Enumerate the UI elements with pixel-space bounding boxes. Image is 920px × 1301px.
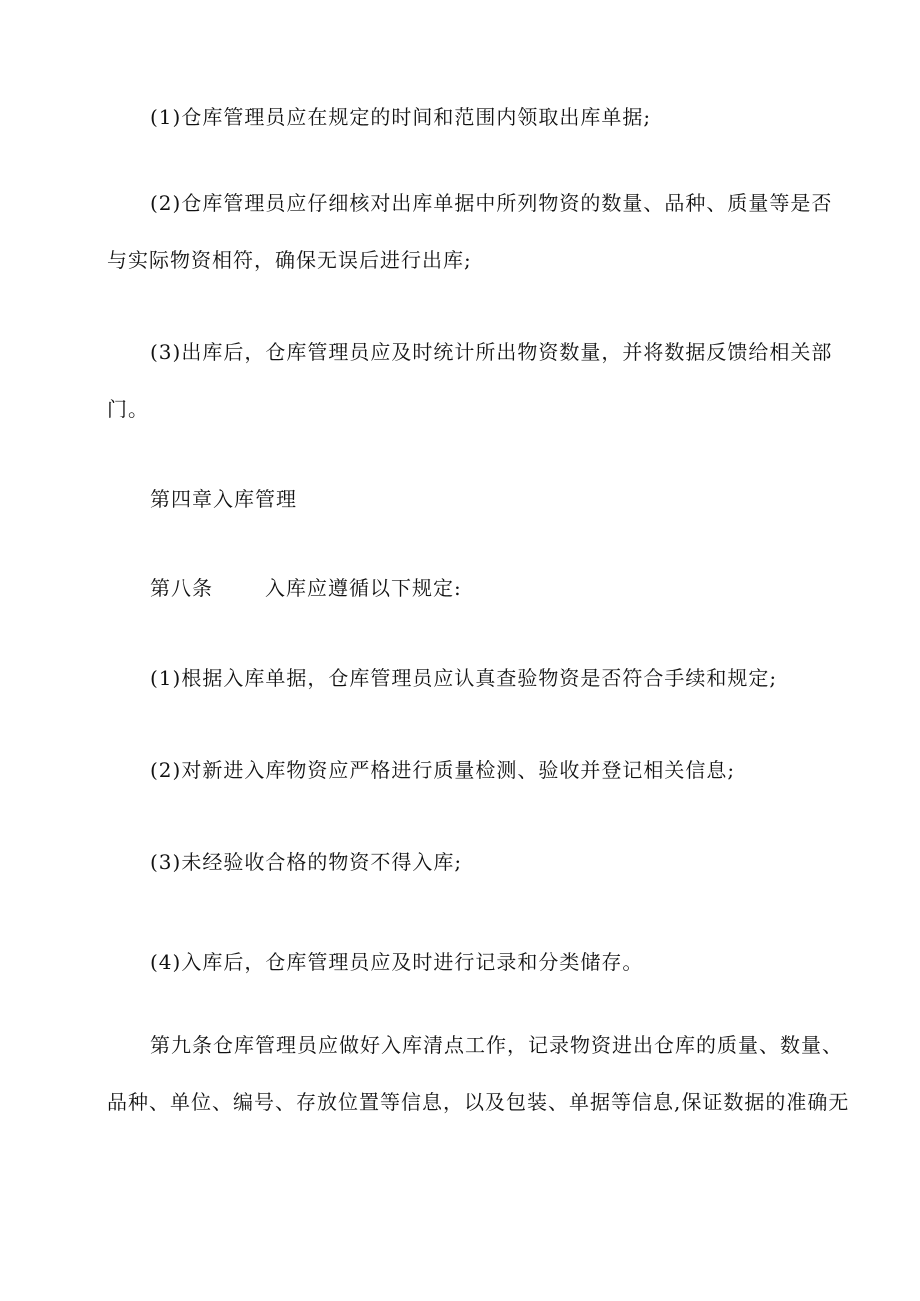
outbound-item-2-line-2: 与实际物资相符，确保无误后进行出库; <box>107 248 472 272</box>
inbound-item-2: (2)对新进入库物资应严格进行质量检测、验收并登记相关信息; <box>150 758 736 782</box>
outbound-item-2-line-1: (2)仓库管理员应仔细核对出库单据中所列物资的数量、品种、质量等是否 <box>150 191 833 215</box>
article-8-label: 第八条 <box>150 576 213 600</box>
chapter-heading: 第四章入库管理 <box>150 487 297 511</box>
inbound-item-3: (3)未经验收合格的物资不得入库; <box>150 850 463 874</box>
article-9-line-1: 第九条仓库管理员应做好入库清点工作，记录物资进出仓库的质量、数量、 <box>150 1033 843 1057</box>
outbound-item-3-line-1: (3)出库后，仓库管理员应及时统计所出物资数量，并将数据反馈给相关部 <box>150 340 833 364</box>
inbound-item-1: (1)根据入库单据，仓库管理员应认真查验物资是否符合手续和规定; <box>150 666 778 690</box>
inbound-item-4: (4)入库后，仓库管理员应及时进行记录和分类储存。 <box>150 950 644 974</box>
article-9-line-2: 品种、单位、编号、存放位置等信息，以及包装、单据等信息,保证数据的准确无 <box>107 1090 850 1114</box>
article-8 <box>150 575 462 601</box>
article-8-text: 入库应遵循以下规定: <box>265 576 462 600</box>
outbound-item-3-line-2: 门。 <box>107 397 149 421</box>
outbound-item-1: (1)仓库管理员应在规定的时间和范围内领取出库单据; <box>150 105 652 129</box>
